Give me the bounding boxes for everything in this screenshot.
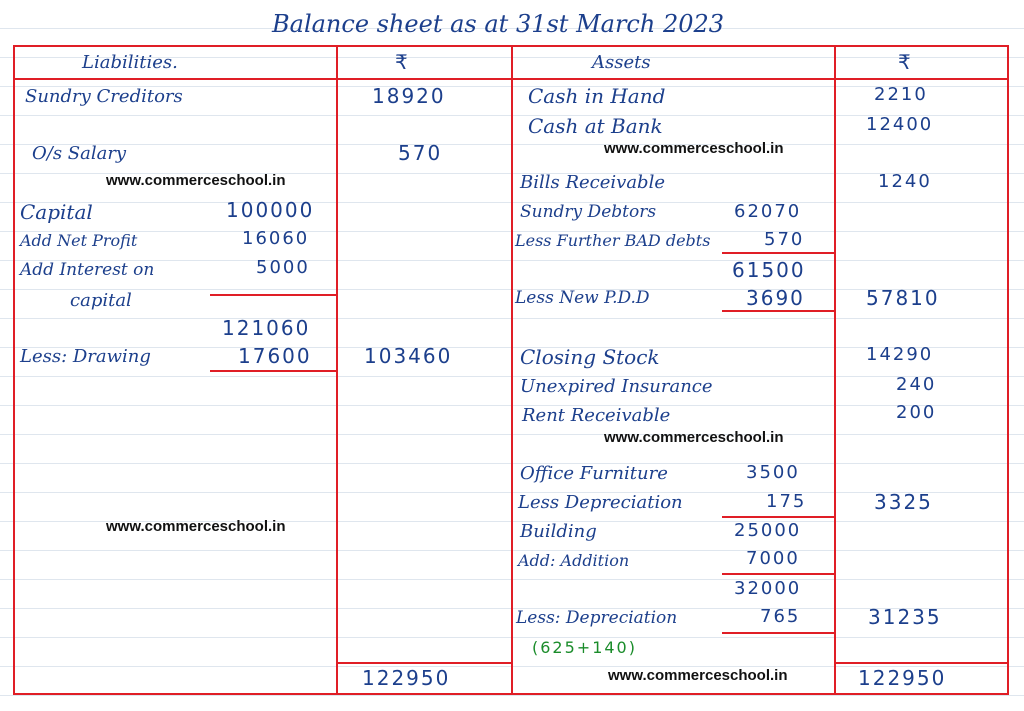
unexpired-insurance-label: Unexpired Insurance bbox=[520, 376, 713, 397]
new-pdd-label: Less New P.D.D bbox=[515, 288, 650, 308]
debtors-subtotal-rule bbox=[722, 252, 834, 254]
depreciation-note: (625+140) bbox=[532, 638, 637, 657]
total-rule-right bbox=[834, 662, 1009, 664]
building-addition-rule bbox=[722, 573, 834, 575]
sundry-creditors-amount: 18920 bbox=[372, 84, 446, 108]
bad-debts-value: 570 bbox=[764, 229, 805, 250]
header-rupee-right: ₹ bbox=[898, 50, 913, 74]
cash-at-bank-amount: 12400 bbox=[866, 114, 934, 135]
building-depr-rule bbox=[722, 632, 834, 634]
interest-label-line2: capital bbox=[70, 290, 132, 311]
office-furniture-label: Office Furniture bbox=[520, 463, 668, 484]
watermark-2: www.commerceschool.in bbox=[106, 172, 286, 189]
net-profit-value: 16060 bbox=[242, 228, 310, 249]
assets-total: 122950 bbox=[858, 666, 947, 690]
cash-in-hand-amount: 2210 bbox=[874, 84, 928, 105]
interest-value: 5000 bbox=[256, 257, 310, 278]
closing-stock-amount: 14290 bbox=[866, 344, 934, 365]
capital-subtotal-rule bbox=[210, 294, 336, 296]
sundry-creditors-label: Sundry Creditors bbox=[25, 86, 183, 107]
rent-receivable-label: Rent Receivable bbox=[522, 405, 671, 426]
column-divider-2 bbox=[511, 45, 513, 695]
liabilities-total: 122950 bbox=[362, 666, 451, 690]
building-depr-value: 765 bbox=[760, 606, 801, 627]
drawing-rule bbox=[210, 370, 336, 372]
column-divider-1 bbox=[336, 45, 338, 695]
sundry-debtors-value: 62070 bbox=[734, 201, 802, 222]
header-assets: Assets bbox=[592, 52, 651, 73]
sundry-debtors-label: Sundry Debtors bbox=[520, 202, 657, 222]
building-subtotal: 32000 bbox=[734, 578, 802, 599]
addition-label: Add: Addition bbox=[518, 551, 630, 570]
cash-at-bank-label: Cash at Bank bbox=[528, 114, 663, 138]
debtors-net-amount: 57810 bbox=[866, 286, 940, 310]
column-divider-3 bbox=[834, 45, 836, 695]
capital-net-amount: 103460 bbox=[364, 344, 453, 368]
building-net-amount: 31235 bbox=[868, 605, 942, 629]
net-profit-label: Add Net Profit bbox=[20, 231, 138, 250]
furniture-rule bbox=[722, 516, 834, 518]
furniture-depr-value: 175 bbox=[766, 491, 807, 512]
building-depr-label: Less: Depreciation bbox=[516, 608, 678, 628]
watermark-4: www.commerceschool.in bbox=[106, 518, 286, 535]
salary-amount: 570 bbox=[398, 141, 443, 165]
pdd-rule bbox=[722, 310, 834, 312]
interest-label-line1: Add Interest on bbox=[20, 260, 155, 280]
header-rupee-left: ₹ bbox=[395, 50, 410, 74]
office-furniture-value: 3500 bbox=[746, 462, 800, 483]
drawing-value: 17600 bbox=[238, 344, 312, 368]
capital-value: 100000 bbox=[226, 198, 315, 222]
salary-label: O/s Salary bbox=[32, 143, 127, 164]
unexpired-insurance-amount: 240 bbox=[896, 374, 937, 395]
watermark-1: www.commerceschool.in bbox=[604, 140, 784, 157]
debtors-subtotal: 61500 bbox=[732, 258, 806, 282]
building-value: 25000 bbox=[734, 520, 802, 541]
total-rule-left bbox=[336, 662, 512, 664]
capital-label: Capital bbox=[20, 200, 93, 224]
new-pdd-value: 3690 bbox=[746, 286, 805, 310]
closing-stock-label: Closing Stock bbox=[520, 345, 660, 369]
drawing-label: Less: Drawing bbox=[20, 346, 151, 367]
addition-value: 7000 bbox=[746, 548, 800, 569]
bad-debts-label: Less Further BAD debts bbox=[515, 231, 711, 250]
header-liabilities: Liabilities. bbox=[82, 52, 178, 73]
capital-subtotal: 121060 bbox=[222, 316, 311, 340]
building-label: Building bbox=[520, 521, 597, 542]
furniture-depr-label: Less Depreciation bbox=[518, 492, 683, 513]
cash-in-hand-label: Cash in Hand bbox=[528, 84, 666, 108]
page-title: Balance sheet as at 31st March 2023 bbox=[272, 10, 725, 38]
bills-receivable-label: Bills Receivable bbox=[520, 172, 665, 193]
watermark-5: www.commerceschool.in bbox=[608, 667, 788, 684]
watermark-3: www.commerceschool.in bbox=[604, 429, 784, 446]
furniture-net-amount: 3325 bbox=[874, 490, 933, 514]
bills-receivable-amount: 1240 bbox=[878, 171, 932, 192]
rent-receivable-amount: 200 bbox=[896, 402, 937, 423]
